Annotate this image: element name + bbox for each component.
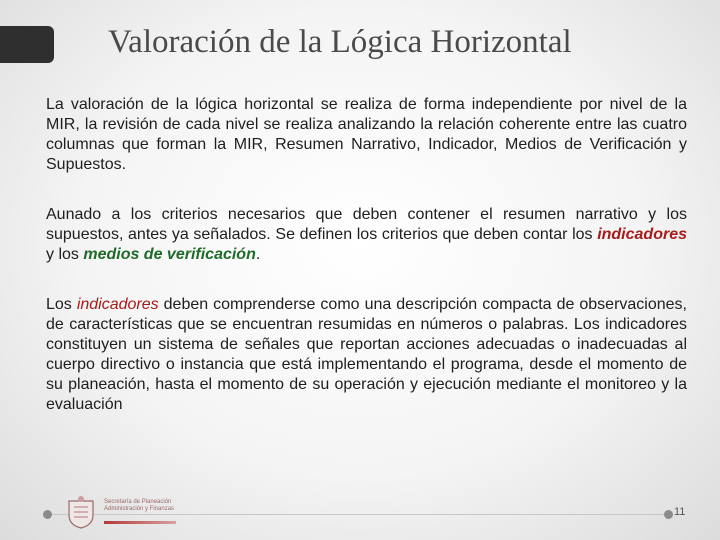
footer-dot-left bbox=[43, 510, 52, 519]
footer-dot-right bbox=[664, 510, 673, 519]
seal-icon bbox=[64, 495, 98, 529]
logo-bar bbox=[104, 521, 176, 524]
paragraph-3-text-b: deben comprenderse como una descripción compacta de observaciones, de características que se encuentran resumidas en números o palabras. Los indicadores constituyen un sistema de señales que reportan acciones adecuadas o inadecuadas al cuerpo directivo o instancia que está implementando el programa, desde el momento de su planeación, hasta el momento de su operación y ejecución mediante el monitoreo y la evaluación bbox=[46, 296, 687, 413]
emphasis-indicadores: indicadores bbox=[597, 226, 687, 243]
page-number: 11 bbox=[674, 506, 686, 518]
paragraph-2-text-c: . bbox=[255, 246, 261, 263]
emphasis-medios-de-verificacion: medios de verificación bbox=[83, 246, 256, 263]
title-accent-tab bbox=[0, 26, 54, 63]
paragraph-1: La valoración de la lógica horizontal se realiza de forma independiente por nivel de la MIR, la revisión de cada nivel se realiza analizando la relación coherente entre las cuatro columnas que forman la MIR, Resumen Narrativo, Indicador, Medios de Verificación y Supuestos. bbox=[46, 96, 687, 173]
paragraph-2-text-b: y los bbox=[46, 246, 84, 263]
footer-logo bbox=[64, 495, 184, 531]
paragraph-3 bbox=[46, 295, 687, 415]
paragraph-2 bbox=[46, 205, 687, 265]
slide-title: Valoración de la Lógica Horizontal bbox=[108, 24, 572, 60]
emphasis-indicadores-2: indicadores bbox=[76, 296, 159, 313]
paragraph-2-text-a: Aunado a los criterios necesarios que deben contener el resumen narrativo y los supuestos, antes ya señalados. Se definen los criterios que deben contar los bbox=[46, 206, 687, 243]
paragraph-3-text-a: Los bbox=[46, 296, 77, 313]
logo-text: Secretaría de Planeación Administración y Finanzas bbox=[104, 499, 175, 512]
